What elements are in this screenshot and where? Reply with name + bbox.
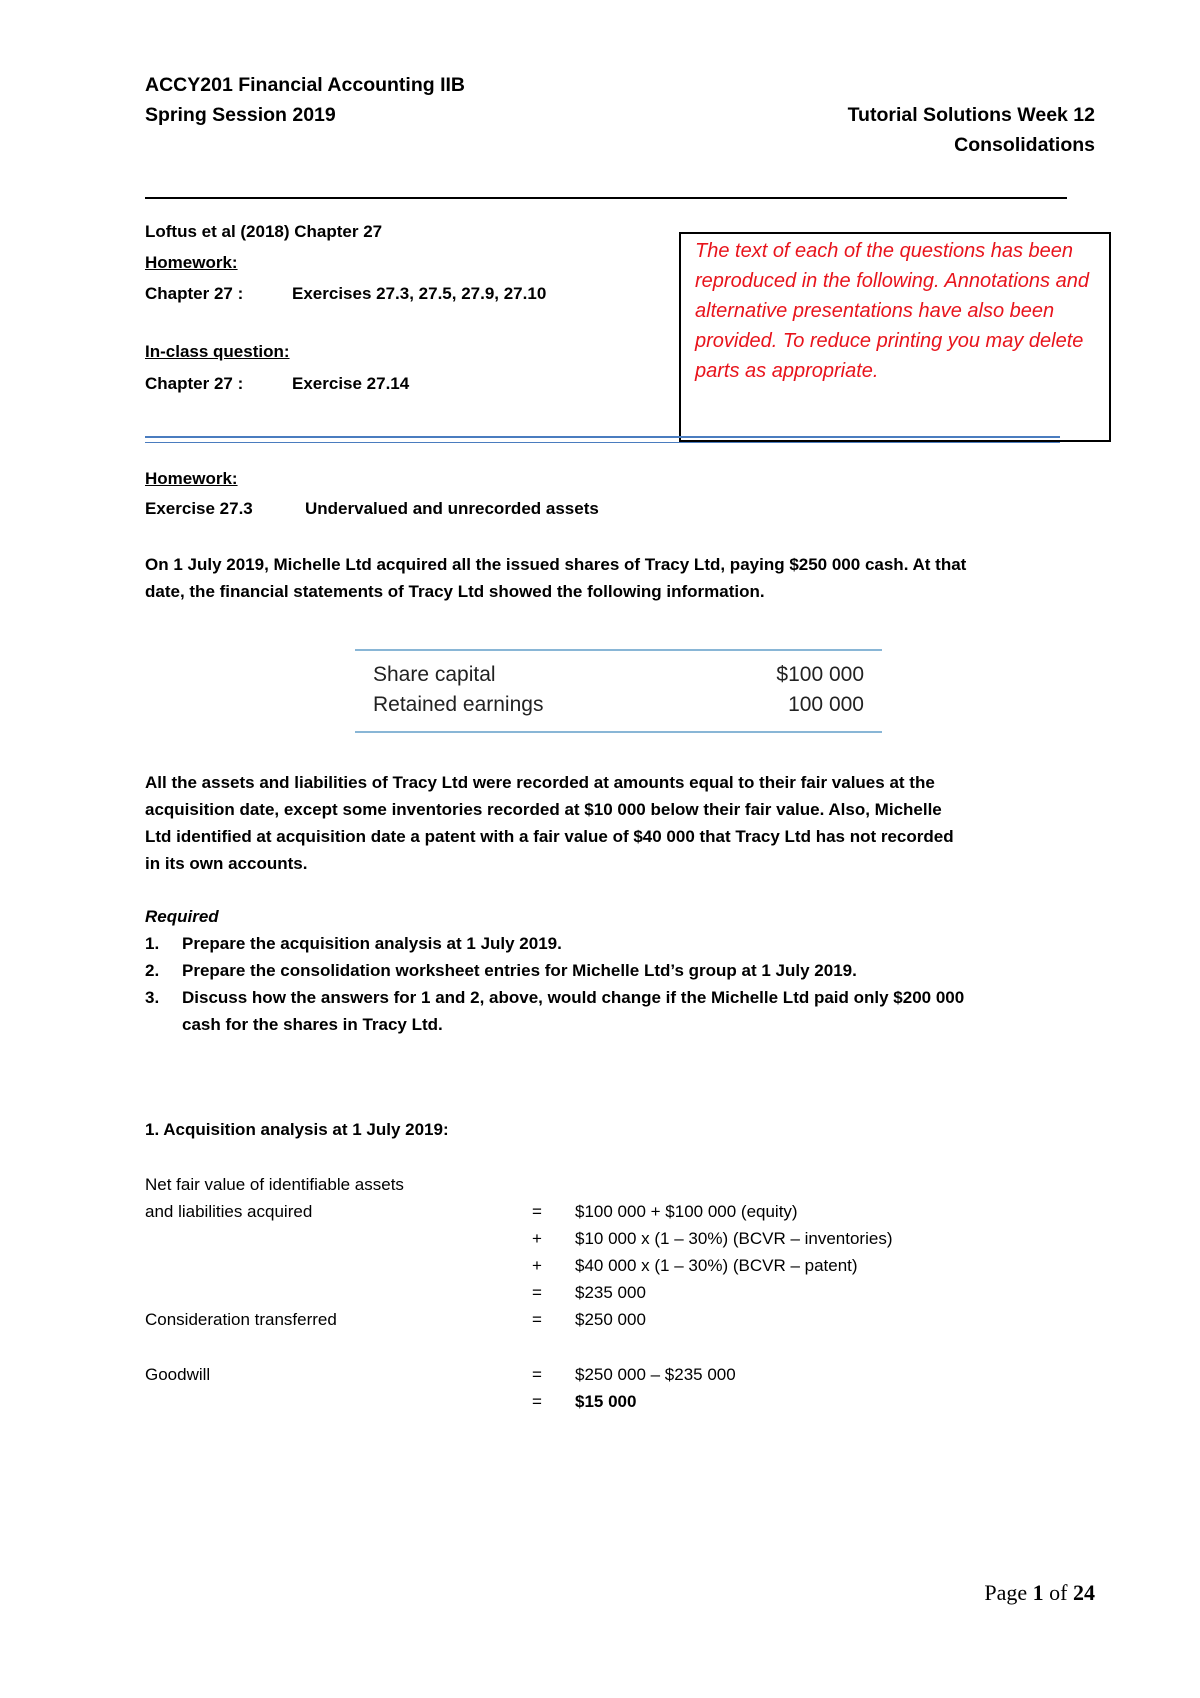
- course-title: ACCY201 Financial Accounting IIB: [145, 74, 465, 96]
- exercise-number: Exercise 27.3: [145, 499, 253, 518]
- homework-label: Homework:: [145, 253, 238, 272]
- goodwill-result: $15 000: [575, 1392, 637, 1411]
- solution-heading: 1. Acquisition analysis at 1 July 2019:: [145, 1120, 449, 1139]
- homework-chapter: Chapter 27 :: [145, 284, 244, 303]
- topic-title: Consolidations: [954, 134, 1095, 156]
- exercise-paragraph-line: in its own accounts.: [145, 854, 308, 873]
- homework-exercises: Exercises 27.3, 27.5, 27.9, 27.10: [292, 284, 547, 303]
- table-cell-label: Retained earnings: [373, 693, 544, 716]
- analysis-operator: =: [532, 1392, 542, 1411]
- analysis-label: Consideration transferred: [145, 1310, 337, 1329]
- analysis-value: $250 000: [575, 1310, 646, 1329]
- required-item-text: Discuss how the answers for 1 and 2, above, would change if the Michelle Ltd paid only $200 000: [182, 988, 965, 1007]
- exercise-paragraph-line: All the assets and liabilities of Tracy Ltd were recorded at amounts equal to their fair values at the: [145, 773, 935, 792]
- session-label: Spring Session 2019: [145, 104, 336, 126]
- required-item-text: Prepare the acquisition analysis at 1 July 2019.: [182, 934, 562, 953]
- analysis-value: $100 000 + $100 000 (equity): [575, 1202, 798, 1221]
- required-item-text: cash for the shares in Tracy Ltd.: [182, 1015, 443, 1034]
- analysis-value: $250 000 – $235 000: [575, 1365, 736, 1384]
- required-item-text: Prepare the consolidation worksheet entries for Michelle Ltd’s group at 1 July 2019.: [182, 961, 857, 980]
- exercise-paragraph-line: On 1 July 2019, Michelle Ltd acquired all the issued shares of Tracy Ltd, paying $250 000 cash. At that: [145, 555, 967, 574]
- analysis-value: $40 000 x (1 – 30%) (BCVR – patent): [575, 1256, 858, 1275]
- blue-divider-bottom: [145, 442, 1060, 443]
- exercise-title: Undervalued and unrecorded assets: [305, 499, 599, 518]
- table-cell-value: $100 000: [776, 663, 864, 686]
- textbook-reference: Loftus et al (2018) Chapter 27: [145, 222, 383, 241]
- document-title: Tutorial Solutions Week 12: [847, 104, 1095, 126]
- exercise-paragraph-line: Ltd identified at acquisition date a patent with a fair value of $40 000 that Tracy Ltd has not recorded: [145, 827, 954, 846]
- analysis-operator: =: [532, 1202, 542, 1221]
- analysis-value: $235 000: [575, 1283, 646, 1302]
- analysis-operator: =: [532, 1365, 542, 1384]
- page-total: 24: [1073, 1580, 1095, 1605]
- analysis-label: and liabilities acquired: [145, 1202, 313, 1221]
- table-cell-label: Share capital: [373, 663, 496, 686]
- page-footer: [984, 1580, 1095, 1606]
- exercise-paragraph-line: acquisition date, except some inventories recorded at $10 000 below their fair value. Also, Michelle: [145, 800, 942, 819]
- inclass-chapter: Chapter 27 :: [145, 374, 244, 393]
- page-number: 1: [1032, 1580, 1044, 1605]
- annotation-note-text: The text of each of the questions has been reproduced in the following. Annotations and alternative presentations have also been provided. To reduce printing you may delete parts as appropriate.: [695, 240, 1089, 382]
- inclass-exercise: Exercise 27.14: [292, 374, 410, 393]
- inclass-label: In-class question:: [145, 342, 290, 361]
- table-cell-value: 100 000: [788, 693, 864, 716]
- required-item-number: 3.: [145, 988, 160, 1007]
- of-word: of: [1049, 1580, 1068, 1605]
- required-item-number: 2.: [145, 961, 160, 980]
- header-divider: [145, 197, 1067, 199]
- annotation-note-box: [679, 232, 1111, 442]
- page-word: Page: [984, 1580, 1028, 1605]
- analysis-operator: =: [532, 1283, 542, 1302]
- analysis-operator: =: [532, 1310, 542, 1329]
- exercise-paragraph-line: date, the financial statements of Tracy Ltd showed the following information.: [145, 582, 765, 601]
- analysis-label: Net fair value of identifiable assets: [145, 1175, 404, 1194]
- analysis-operator: +: [532, 1256, 542, 1275]
- analysis-operator: +: [532, 1229, 542, 1248]
- blue-divider-top: [145, 436, 1060, 438]
- section-homework-label: Homework:: [145, 469, 238, 488]
- analysis-value: $10 000 x (1 – 30%) (BCVR – inventories): [575, 1229, 893, 1248]
- required-label: Required: [145, 907, 219, 926]
- analysis-label: Goodwill: [145, 1365, 211, 1384]
- required-item-number: 1.: [145, 934, 160, 953]
- equity-table: [355, 649, 882, 733]
